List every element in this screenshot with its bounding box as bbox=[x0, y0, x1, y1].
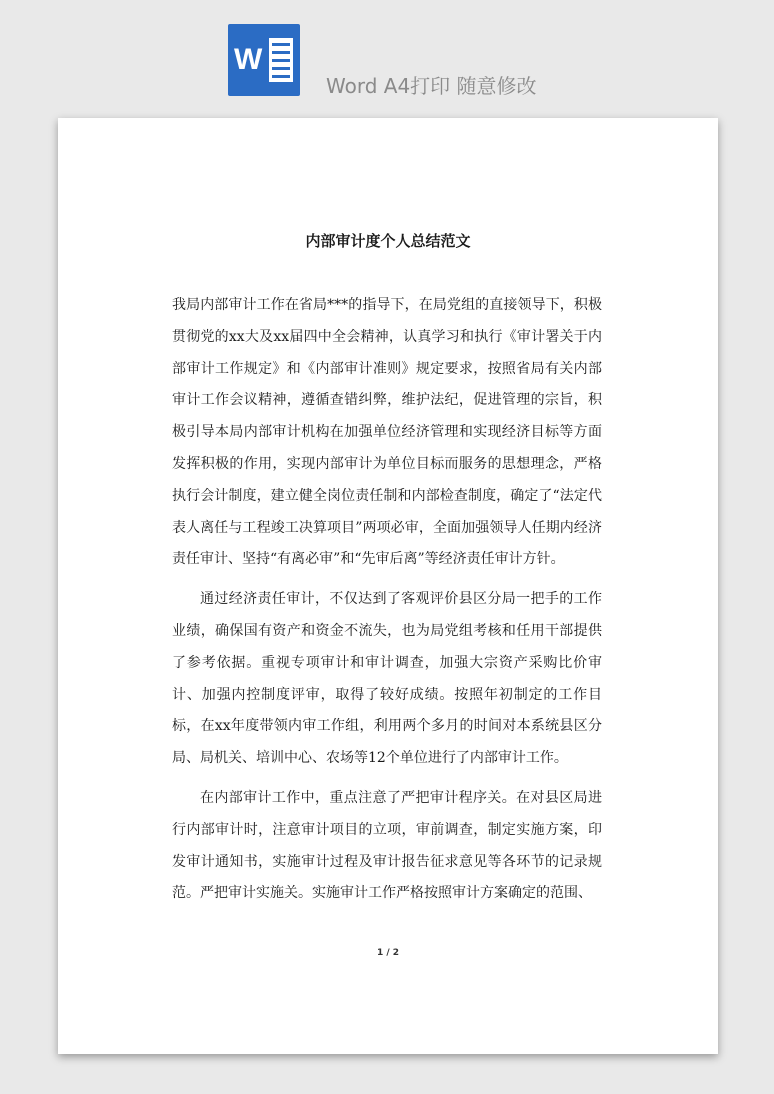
word-icon bbox=[228, 24, 300, 96]
document-page bbox=[58, 118, 718, 1054]
page-number: 1 / 2 bbox=[376, 948, 400, 958]
document-body bbox=[172, 290, 602, 918]
document-title: 内部审计度个人总结范文 bbox=[305, 232, 471, 250]
header-caption: Word A4打印 随意修改 bbox=[326, 74, 537, 98]
document-lines-icon bbox=[269, 38, 293, 82]
header bbox=[0, 0, 774, 118]
paragraph-1: 我局内部审计工作在省局***的指导下，在局党组的直接领导下，积极贯彻党的xx大及xx届四中全会精神，认真学习和执行《审计署关于内部审计工作规定》和《内部审计准则》规定要求，按照省局有关内部审计工作会议精神，遵循查错纠弊，维护法纪，促进管理的宗旨，积极引导本局内部审计机构在加强单位经济管理和实现经济目标等方面发挥积极的作用，实现内部审计为单位目标而服务的思想理念，严格执行会计制度，建立健全岗位责任制和内部检查制度，确定了“法定代表人离任与工程竣工决算项目”两项必审，全面加强领导人任期内经济责任审计、坚持“有离必审”和“先审后离”等经济责任审计方针。 bbox=[172, 297, 602, 568]
word-letter-icon: W bbox=[234, 43, 263, 76]
paragraph-2: 通过经济责任审计，不仅达到了客观评价县区分局一把手的工作业绩，确保国有资产和资金不流失，也为局党组考核和任用干部提供了参考依据。重视专项审计和审计调查，加强大宗资产采购比价审计、加强内控制度评审，取得了较好成绩。按照年初制定的工作目标，在xx年度带领内审工作组，利用两个多月的时间对本系统县区分局、局机关、培训中心、农场等12个单位进行了内部审计工作。 bbox=[172, 591, 602, 767]
paragraph-3: 在内部审计工作中，重点注意了严把审计程序关。在对县区局进行内部审计时，注意审计项目的立项，审前调查，制定实施方案，印发审计通知书，实施审计过程及审计报告征求意见等各环节的记录规范。严把审计实施关。实施审计工作严格按照审计方案确定的范围、 bbox=[172, 789, 602, 902]
